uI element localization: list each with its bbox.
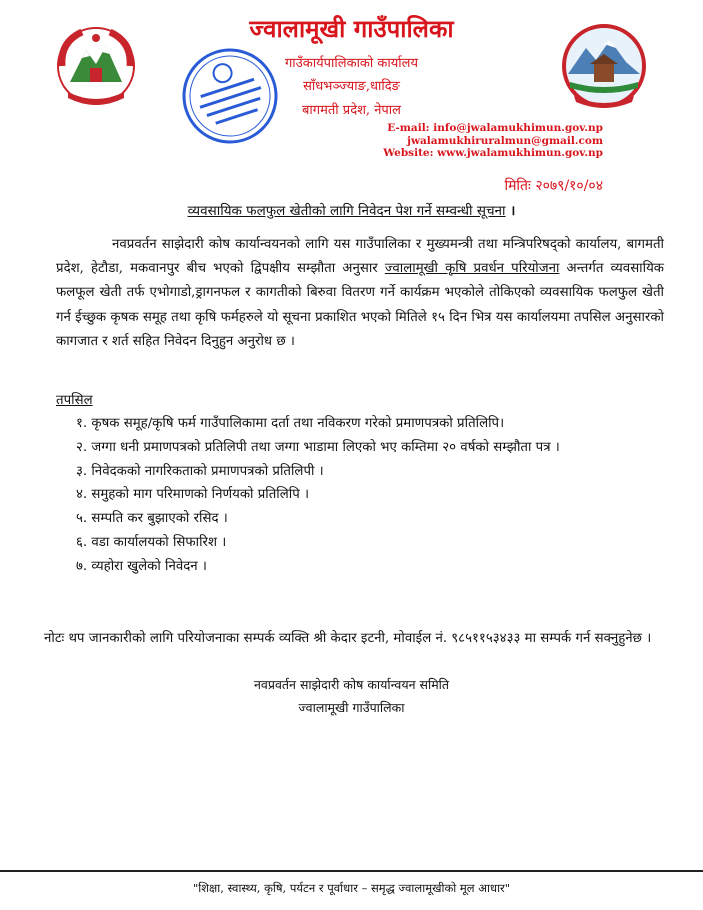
signature-committee: नवप्रवर्तन साझेदारी कोष कार्यान्वयन समिति (253, 677, 450, 692)
address-line-2: बागमती प्रदेश, नेपाल (302, 103, 401, 118)
list-item: २. जग्गा धनी प्रमाणपत्रको प्रतिलिपी तथा जग्गा भाडामा लिएको भए कम्तिमा २० वर्षको सम्झौता पत्र । (76, 439, 560, 455)
body-part-1: नवप्रवर्तन साझेदारी कोष कार्यान्वयनको लागि यस गाउँपालिका र मुख्यमन्त्री तथा मन्त्रिपरिषद्को कार्यालय, बागमती प्रदेश, हेटौडा, मकवानपुर बीच भएको द्विपक्षीय सम्झौता अनुसार (56, 237, 664, 277)
website-line: Website: www.jwalamukhimun.gov.np (383, 147, 603, 159)
contact-note: नोटः थप जानकारीको लागि परियोजनाका सम्पर्क व्यक्ति श्री केदार इटनी, मोवाईल नं. ९८५११५३४३३ मा सम्पर्क गर्न सक्नुहुनेछ । (44, 631, 652, 646)
notice-body (56, 233, 664, 354)
subject-text: व्यवसायिक फलफुल खेतीको लागि निवेदन पेश गर्ने सम्वन्धी सूचना (187, 203, 506, 219)
notice-date: मितिः २०७९/१०/०४ (504, 178, 603, 194)
list-item: ६. वडा कार्यालयको सिफारिश । (76, 534, 227, 550)
address-line-1: साँधभञ्ज्याङ,धादिङ (303, 79, 400, 94)
office-name: गाउँकार्यपालिकाको कार्यालय (284, 56, 419, 71)
email-line-2: jwalamukhiruralmun@gmail.com (407, 135, 603, 147)
subject-end: । (505, 203, 516, 219)
project-name: ज्वालामूखी कृषि प्रवर्धन परियोजना (384, 261, 560, 277)
body-part-2: अन्तर्गत व्यवसायिक फलफूल खेती तर्फ एभोगाडो,ड्रागनफल र कागतीको बिरुवा वितरण गर्ने कार्यक्रम भएकोले तोकिएको व्यवसायिक फलफुल खेती गर्न ईच्छुक कृषक समूह तथा कृषि फर्महरुले यो सूचना प्रकाशित भएको मितिले १५ दिन भित्र यस कार्यालयमा तपसिल अनुसारको कागजात र शर्त सहित निवेदन दिनुहुन अनुरोध छ । (56, 261, 664, 349)
notice-subject (0, 201, 703, 219)
list-item: १. कृषक समूह/कृषि फर्म गाउँपालिकामा दर्ता तथा नविकरण गरेको प्रमाणपत्रको प्रतिलिपि। (76, 416, 505, 431)
footer-slogan: "शिक्षा, स्वास्थ्य, कृषि, पर्यटन र पूर्वाधार – समृद्ध ज्वालामूखीको मूल आधार" (192, 881, 511, 895)
list-item: ४. समुहको माग परिमाणको निर्णयको प्रतिलिपि । (76, 487, 310, 503)
requirements-list (76, 412, 560, 579)
list-item: ५. सम्पति कर बुझाएको रसिद । (76, 511, 228, 527)
municipality-title: ज्वालामूखी गाउँपालिका (249, 14, 454, 43)
list-item: ७. व्यहोरा खुलेको निवेदन । (76, 558, 207, 574)
footer-divider (0, 870, 703, 872)
signature-municipality: ज्वालामूखी गाउँपालिका (298, 700, 405, 715)
email-line: E-mail: info@jwalamukhimun.gov.np (387, 122, 603, 134)
tapasil-heading: तपसिल (56, 393, 93, 408)
list-item: ३. निवेदकको नागरिकताको प्रमाणपत्रको प्रतिलिपी । (76, 463, 324, 479)
